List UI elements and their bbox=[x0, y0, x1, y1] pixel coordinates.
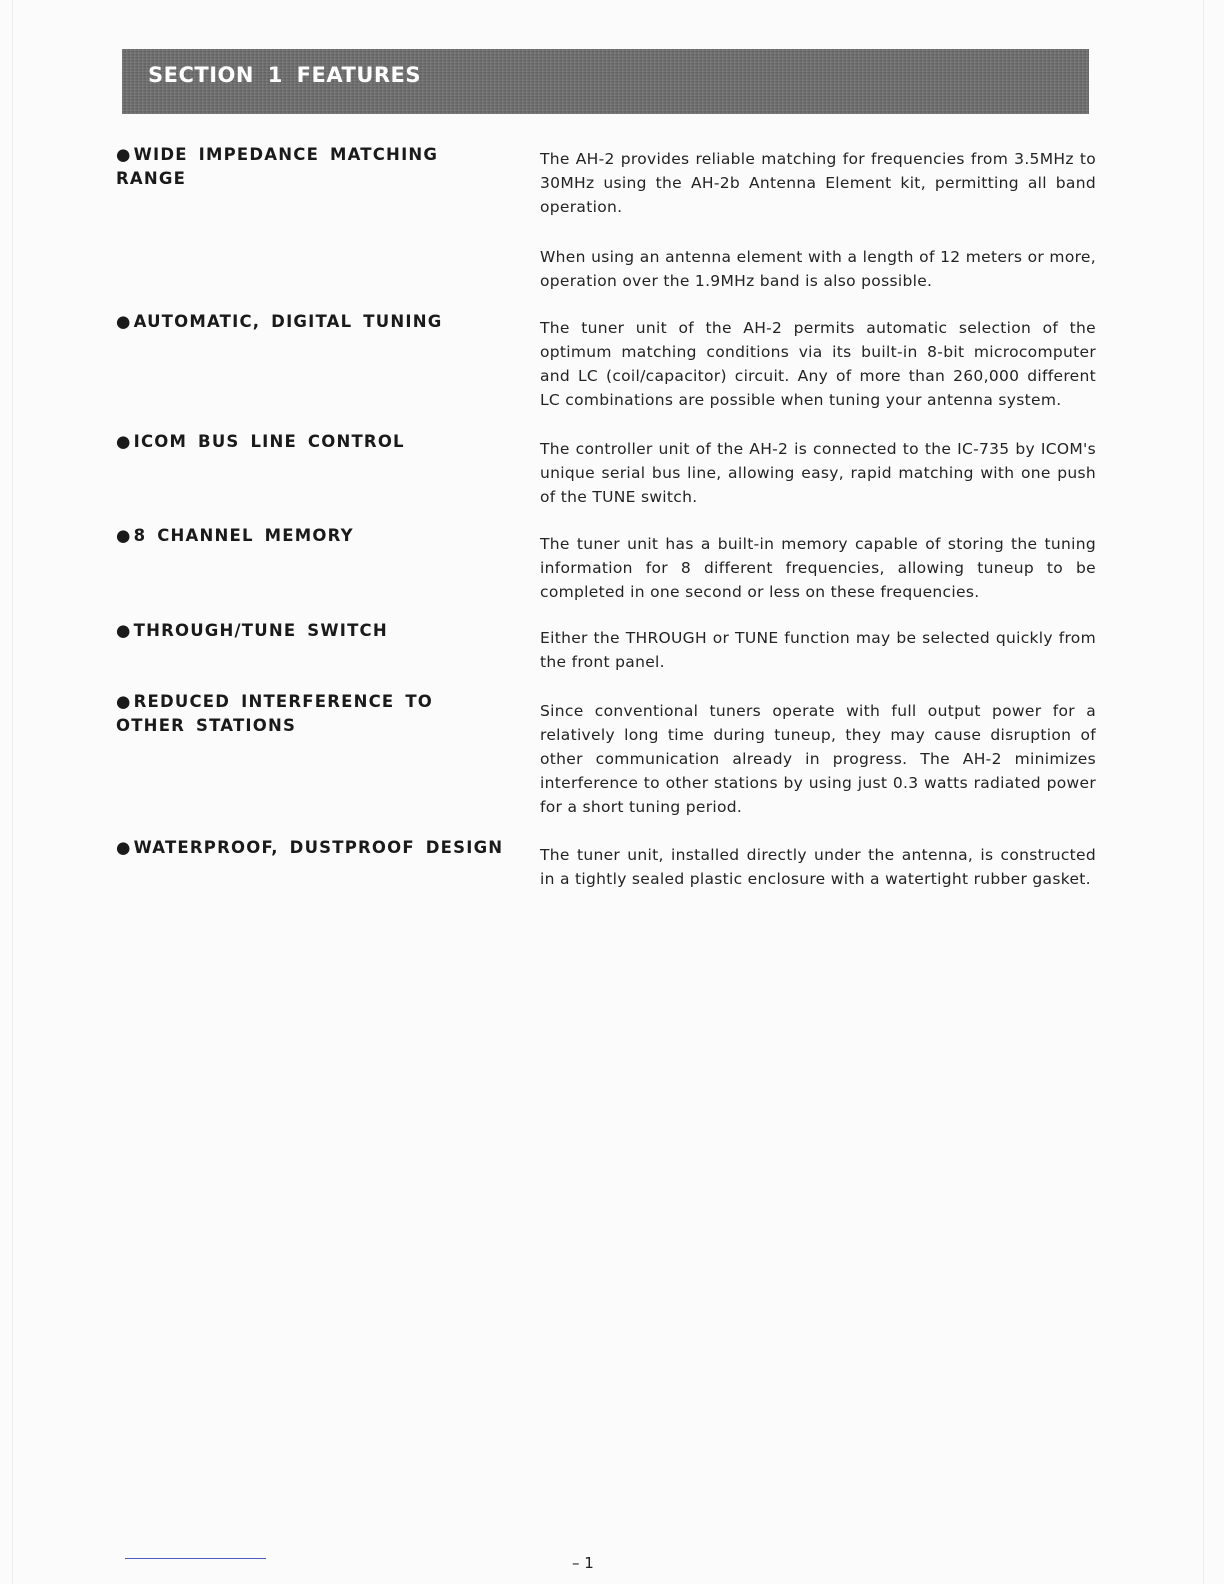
bullet-icon: ● bbox=[116, 432, 132, 451]
bullet-icon: ● bbox=[116, 526, 132, 545]
feature-heading-bus-line bbox=[116, 430, 516, 454]
section-title: SECTION 1 FEATURES bbox=[148, 63, 422, 87]
feature-text-memory: The tuner unit has a built-in memory capable of storing the tuning information for 8 different frequencies, allowing tuneup to be completed in one second or less on these frequencies. bbox=[540, 535, 1096, 601]
feature-heading-text: WATERPROOF, DUSTPROOF DESIGN bbox=[133, 838, 504, 857]
feature-heading-text: ICOM BUS LINE CONTROL bbox=[133, 432, 405, 451]
feature-heading-text: 8 CHANNEL MEMORY bbox=[133, 526, 354, 545]
bullet-icon: ● bbox=[116, 312, 132, 331]
feature-heading-interference bbox=[116, 690, 516, 738]
footer-rule bbox=[125, 1558, 266, 1559]
feature-text-tuning: The tuner unit of the AH-2 permits automatic selection of the optimum matching conditions via its built-in 8-bit microcomputer and LC (coil/capacitor) circuit. Any of more than 260,000 different LC combinations are possible when tuning your antenna system. bbox=[540, 319, 1096, 409]
bullet-icon: ● bbox=[116, 692, 132, 711]
bullet-icon: ● bbox=[116, 145, 132, 164]
feature-text-impedance-1: The AH-2 provides reliable matching for frequencies from 3.5MHz to 30MHz using the AH-2b Antenna Element kit, permitting all band operation. bbox=[540, 150, 1096, 216]
feature-heading-text: WIDE IMPEDANCE MATCHING RANGE bbox=[116, 145, 439, 188]
feature-text-bus-line: The controller unit of the AH-2 is connected to the IC-735 by ICOM's unique serial bus line, allowing easy, rapid matching with one push of the TUNE switch. bbox=[540, 440, 1096, 506]
section-banner bbox=[122, 49, 1089, 114]
feature-heading-text: THROUGH/TUNE SWITCH bbox=[133, 621, 388, 640]
feature-heading-memory bbox=[116, 524, 516, 548]
feature-text-waterproof: The tuner unit, installed directly under the antenna, is constructed in a tightly sealed plastic enclosure with a watertight rubber gasket. bbox=[540, 846, 1096, 888]
feature-text-impedance-2: When using an antenna element with a length of 12 meters or more, operation over the 1.9MHz band is also possible. bbox=[540, 248, 1096, 290]
feature-heading-waterproof bbox=[116, 836, 516, 860]
feature-heading-text: REDUCED INTERFERENCE TO OTHER STATIONS bbox=[116, 692, 434, 735]
scan-edge-left bbox=[12, 0, 13, 1584]
feature-text-interference: Since conventional tuners operate with full output power for a relatively long time during tuneup, they may cause disruption of other communication already in progress. The AH-2 minimizes interference to other stations by using just 0.3 watts radiated power for a short tuning period. bbox=[540, 702, 1096, 816]
page-number: – 1 bbox=[572, 1554, 594, 1572]
bullet-icon: ● bbox=[116, 838, 132, 857]
scan-edge-right bbox=[1203, 0, 1204, 1584]
feature-heading-through-tune bbox=[116, 619, 516, 643]
feature-text-through-tune: Either the THROUGH or TUNE function may be selected quickly from the front panel. bbox=[540, 629, 1096, 671]
bullet-icon: ● bbox=[116, 621, 132, 640]
feature-heading-text: AUTOMATIC, DIGITAL TUNING bbox=[133, 312, 443, 331]
feature-heading-impedance bbox=[116, 143, 516, 191]
feature-heading-tuning bbox=[116, 310, 516, 334]
